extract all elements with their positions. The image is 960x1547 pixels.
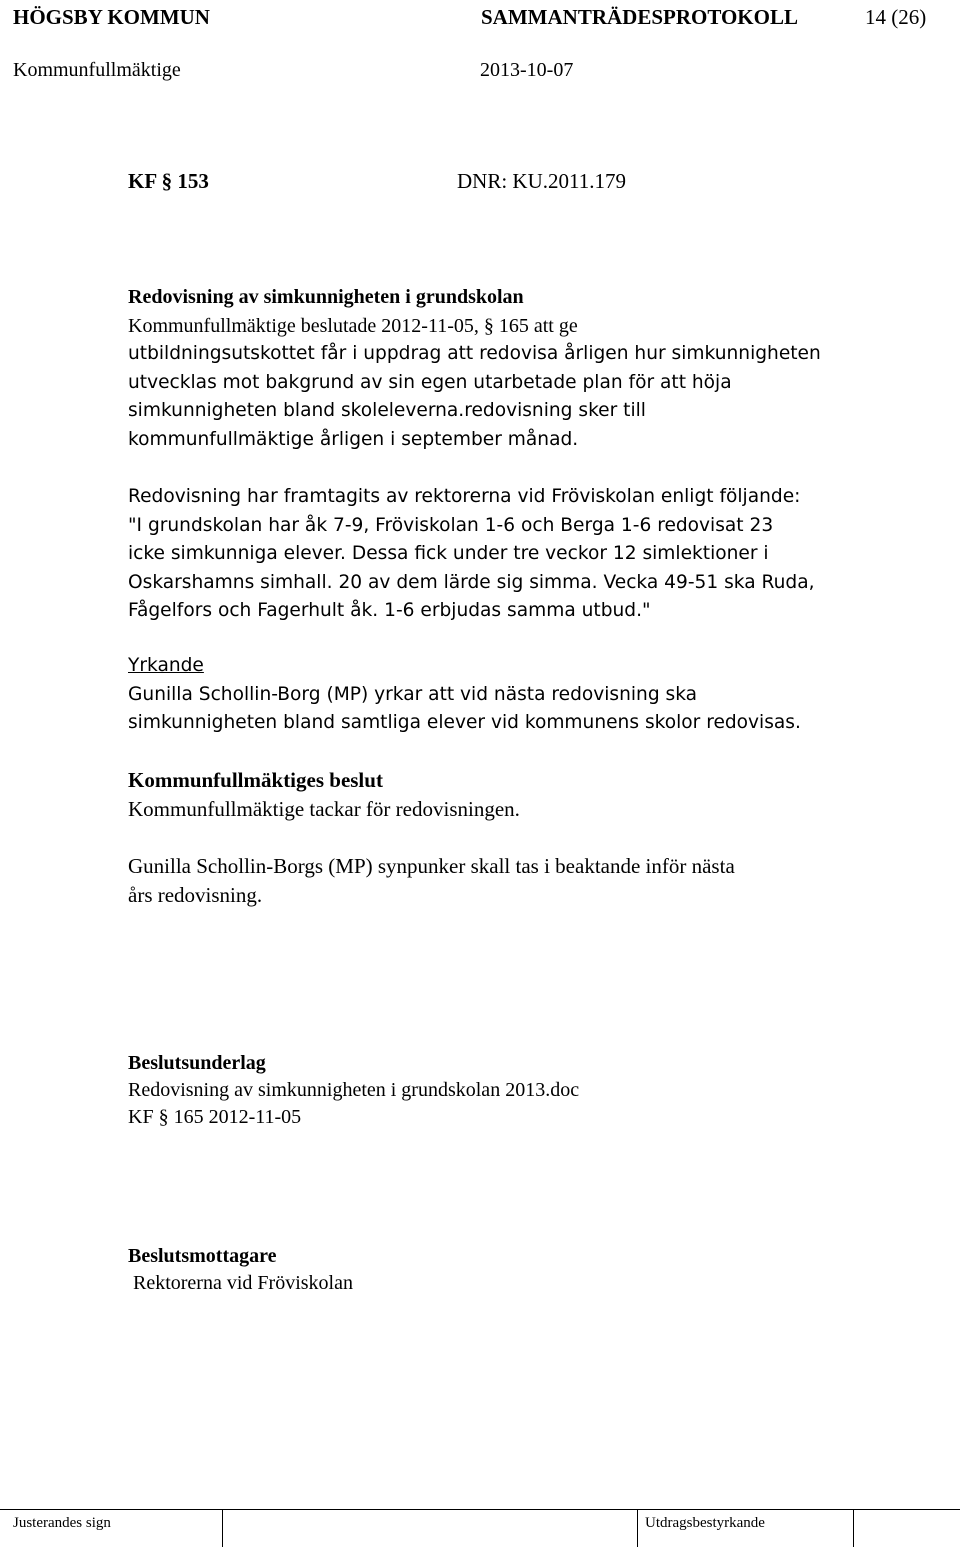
document-type: SAMMANTRÄDESPROTOKOLL xyxy=(481,5,798,29)
section-redovisning xyxy=(128,483,928,626)
section-simkunnighet xyxy=(128,283,928,340)
beslutsmottagare-heading: Beslutsmottagare xyxy=(128,1245,277,1267)
body-line: icke simkunniga elever. Dessa fick under tre veckor 12 simlektioner i xyxy=(128,543,769,564)
body-line: Gunilla Schollin-Borg (MP) yrkar att vid nästa redovisning ska xyxy=(128,683,698,705)
footer-sign-box-divider xyxy=(637,1509,638,1547)
section-yrkande xyxy=(128,652,928,738)
section-simkunnighet-body xyxy=(128,340,928,454)
footer-utdragsbestyrkande: Utdragsbestyrkande xyxy=(645,1515,765,1531)
beslutsunderlag-heading: Beslutsunderlag xyxy=(128,1052,266,1074)
case-dnr: DNR: KU.2011.179 xyxy=(457,169,626,193)
beslut-text: Kommunfullmäktige tackar för redovisningen. xyxy=(128,796,520,821)
body-line: Redovisning har framtagits av rektorerna vid Fröviskolan enligt följande: xyxy=(128,486,801,507)
body-line: simkunnigheten bland skoleleverna.redovisning sker till xyxy=(128,400,646,421)
case-kf-number: KF § 153 xyxy=(128,169,209,193)
footer-divider xyxy=(0,1509,960,1510)
page-number: 14 (26) xyxy=(865,5,927,29)
section-heading: Redovisning av simkunnigheten i grundskolan xyxy=(128,286,524,308)
footer-sign-box-divider xyxy=(853,1509,854,1547)
body-line: simkunnigheten bland samtliga elever vid kommunens skolor redovisas. xyxy=(128,712,801,733)
underlag-item: Redovisning av simkunnigheten i grundskolan 2013.doc xyxy=(128,1079,580,1101)
meeting-body: Kommunfullmäktige xyxy=(13,59,181,81)
body-line: kommunfullmäktige årligen i september månad. xyxy=(128,428,579,450)
body-line: Fågelfors och Fagerhult åk. 1-6 erbjudas samma utbud." xyxy=(128,600,651,621)
body-line: utbildningsutskottet får i uppdrag att redovisa årligen hur simkunnigheten xyxy=(128,343,821,364)
yrkande-heading: Yrkande xyxy=(128,655,204,676)
municipality-name: HÖGSBY KOMMUN xyxy=(13,5,210,29)
section-beslutsmottagare xyxy=(128,1243,928,1297)
body-line: "I grundskolan har åk 7-9, Fröviskolan 1-6 och Berga 1-6 redovisat 23 xyxy=(128,514,774,536)
underlag-item: KF § 165 2012-11-05 xyxy=(128,1106,302,1128)
body-line: års redovisning. xyxy=(128,882,263,907)
body-line: Oskarshamns simhall. 20 av dem lärde sig simma. Vecka 49-51 ska Ruda, xyxy=(128,571,815,593)
body-line: utvecklas mot bakgrund av sin egen utarbetade plan för att höja xyxy=(128,371,732,393)
footer-justerandes-sign: Justerandes sign xyxy=(13,1515,111,1531)
mottagare-item: Rektorerna vid Fröviskolan xyxy=(133,1272,353,1294)
footer-sign-box-divider xyxy=(222,1509,223,1547)
section-beslutsunderlag xyxy=(128,1050,928,1131)
section-beslut-note xyxy=(128,852,928,909)
body-line: Kommunfullmäktige beslutade 2012-11-05, § 165 att ge xyxy=(128,314,578,337)
section-beslut xyxy=(128,766,928,823)
meeting-date: 2013-10-07 xyxy=(480,59,574,81)
body-line: Gunilla Schollin-Borgs (MP) synpunker skall tas i beaktande inför nästa xyxy=(128,854,735,878)
beslut-heading: Kommunfullmäktiges beslut xyxy=(128,768,383,792)
